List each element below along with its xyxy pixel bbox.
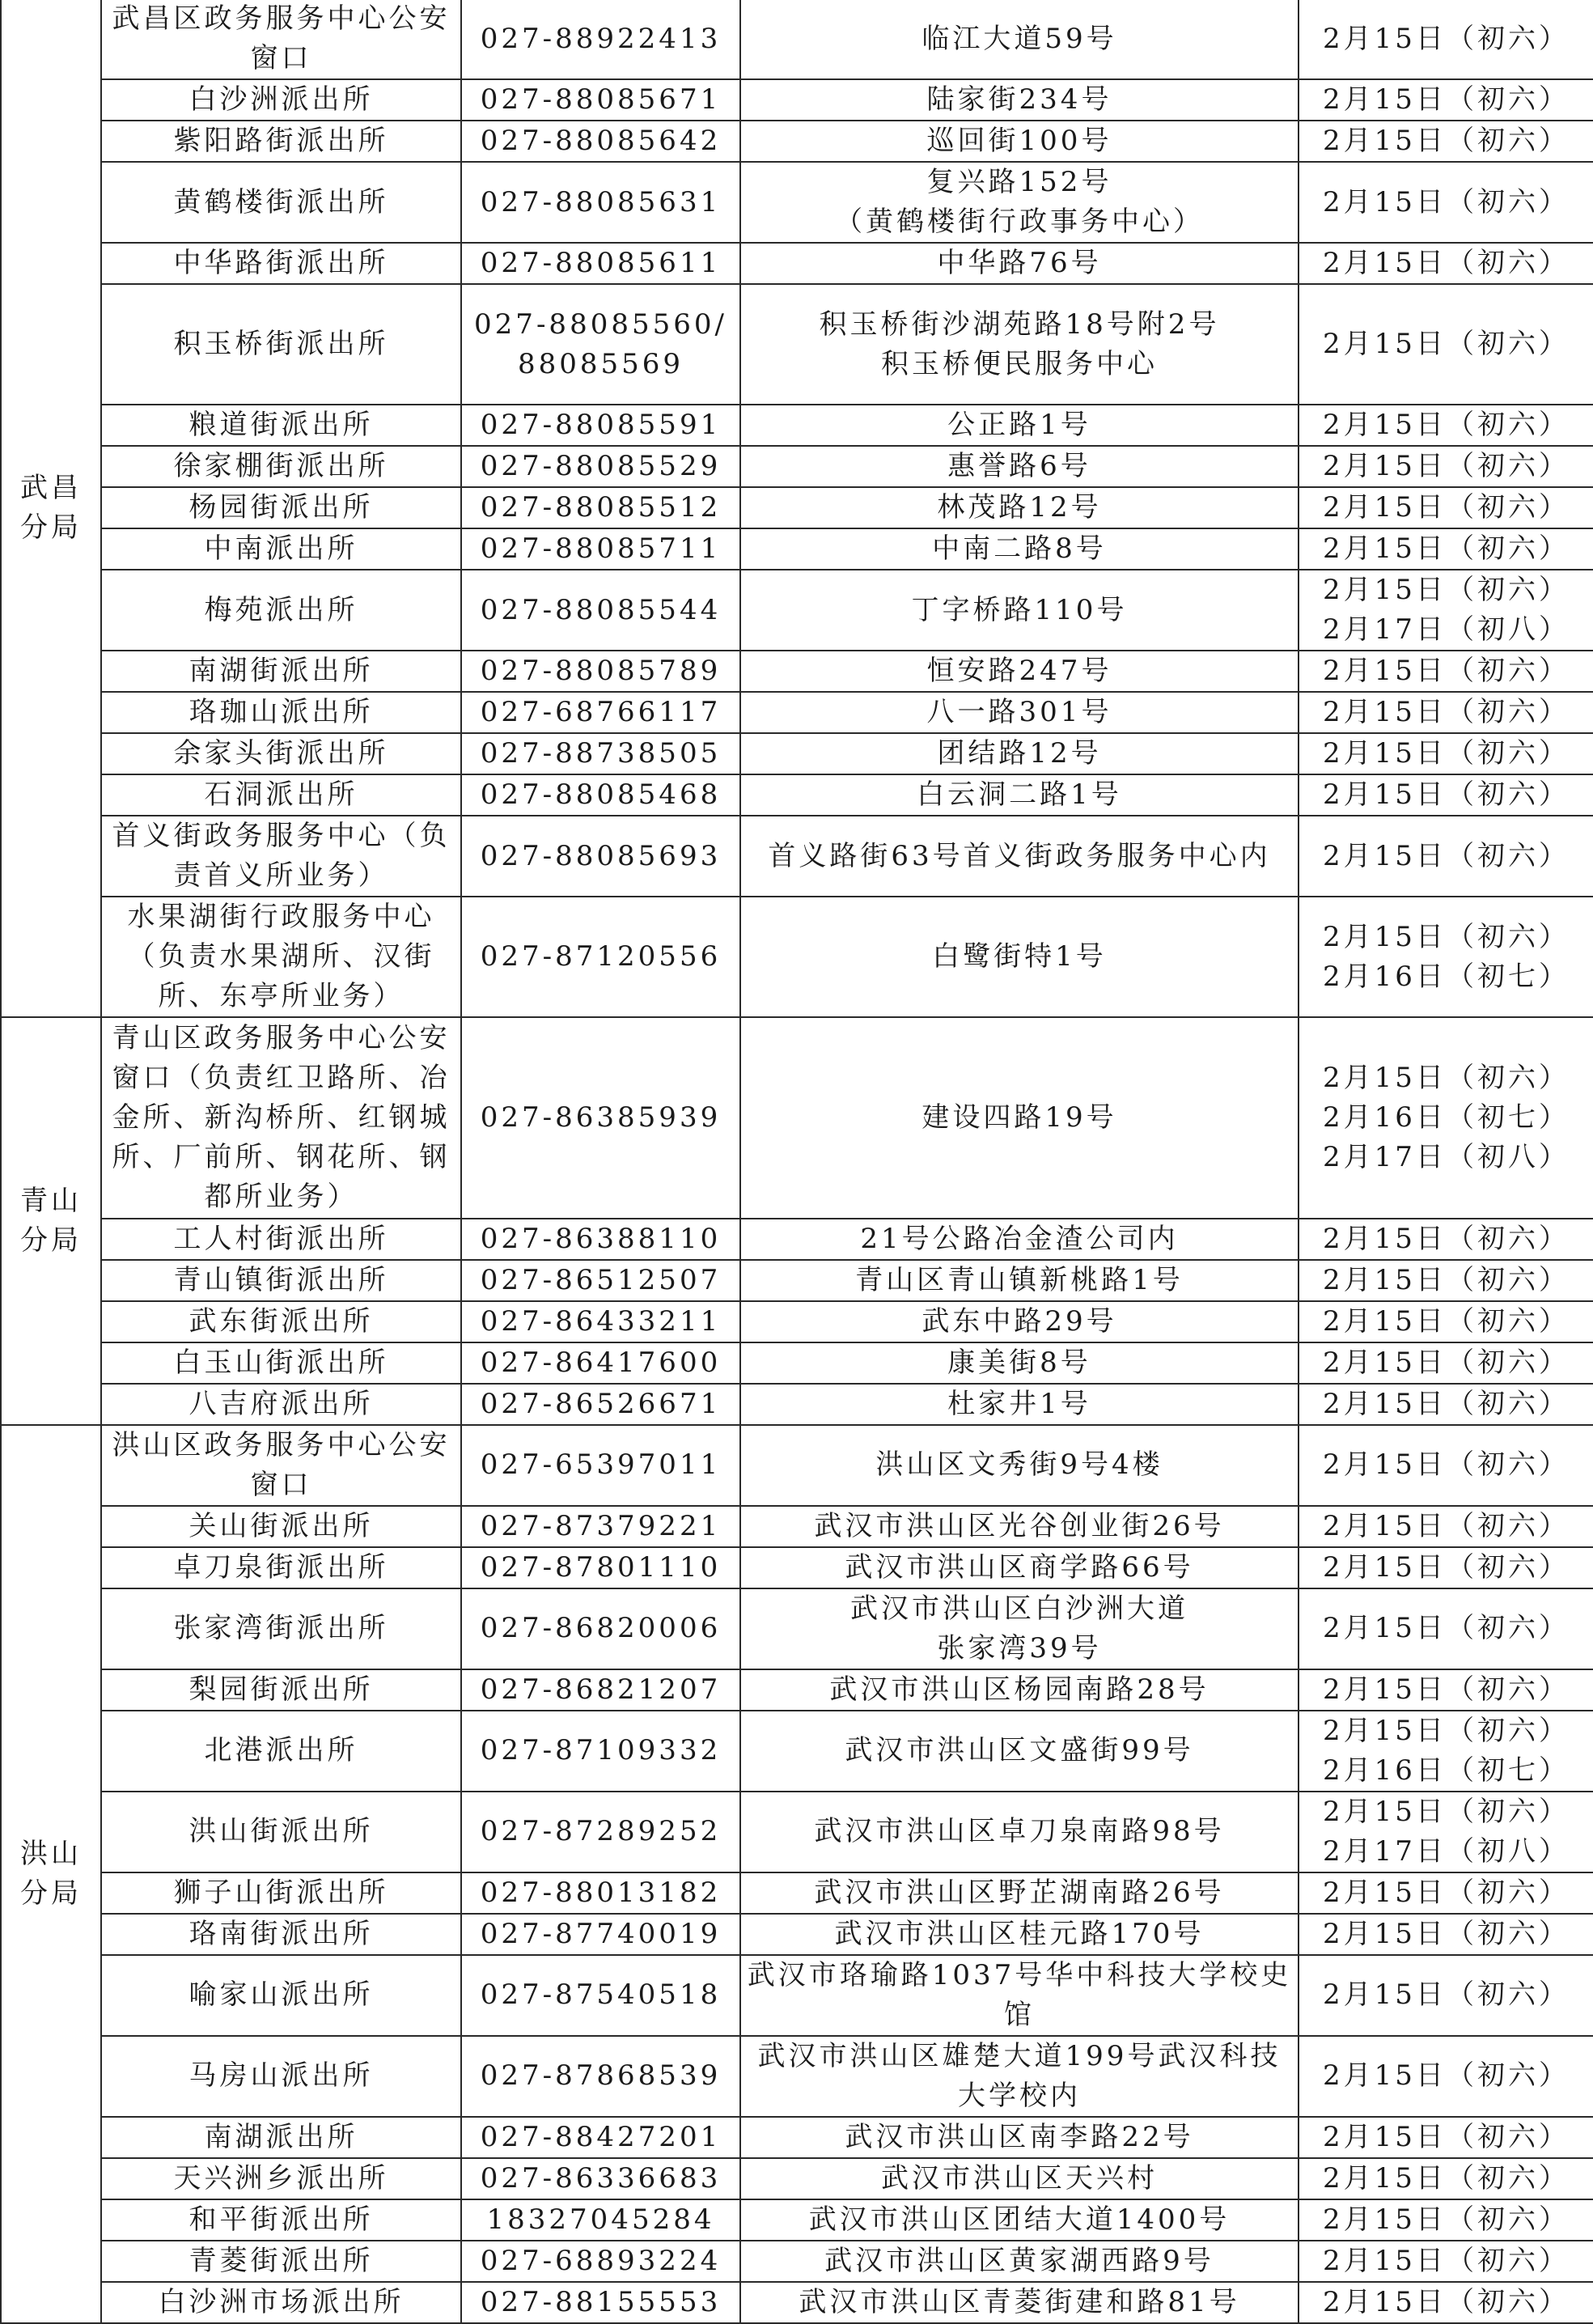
address-cell-line: 武汉市珞瑜路1037号华中科技大学校史馆 [747, 1958, 1292, 2031]
phone-cell: 027-68766117 [461, 692, 740, 733]
address-cell [740, 1506, 1299, 1547]
dates-cell-line: 2月15日（初六） [1323, 185, 1570, 218]
address-cell-line: 武汉市洪山区南李路22号 [845, 2120, 1194, 2153]
office-name-cell: 关山街派出所 [101, 1506, 461, 1547]
office-name-cell: 石洞派出所 [101, 774, 461, 816]
dates-cell [1299, 243, 1593, 284]
dates-cell-line: 2月15日（初六） [1323, 1714, 1570, 1747]
table-row [1, 1711, 1593, 1792]
address-cell-line: 中南二路8号 [932, 532, 1107, 566]
dates-cell-line: 2月15日（初六） [1323, 1612, 1570, 1645]
address-cell-line: 复兴路152号 [926, 166, 1112, 198]
phone-cell: 027-87379221 [461, 1506, 740, 1547]
table-row [1, 2241, 1593, 2282]
phone-cell: 027-87540518 [461, 1955, 740, 2036]
dates-cell-line: 2月15日（初六） [1323, 328, 1570, 361]
dates-cell-line: 2月15日（初六） [1323, 1795, 1570, 1828]
table-row [1, 0, 1593, 79]
office-name-cell: 洪山区政务服务中心公安窗口 [101, 1425, 461, 1506]
dates-cell [1299, 1792, 1593, 1872]
dates-cell [1299, 1588, 1593, 1669]
table-row [1, 1384, 1593, 1425]
address-cell [740, 1017, 1299, 1219]
table-row [1, 651, 1593, 692]
phone-cell: 027-86512507 [461, 1260, 740, 1301]
district-cell: 青山分局 [1, 1017, 101, 1425]
dates-cell-line: 2月15日（初六） [1323, 737, 1570, 770]
phone-cell: 027-88085693 [461, 816, 740, 897]
address-cell [740, 1301, 1299, 1342]
office-name-cell: 武东街派出所 [101, 1301, 461, 1342]
address-cell-line: 恒安路247号 [926, 655, 1112, 688]
dates-cell-line: 2月17日（初八） [1323, 1834, 1570, 1868]
address-cell [740, 2199, 1299, 2241]
table-row [1, 1017, 1593, 1219]
district-cell: 洪山分局 [1, 1425, 101, 2323]
dates-cell-line: 2月15日（初六） [1323, 83, 1570, 116]
phone-cell: 027-86820006 [461, 1588, 740, 1669]
dates-cell-line: 2月15日（初六） [1323, 1978, 1570, 2012]
address-cell [740, 405, 1299, 446]
address-cell-line: 武汉市洪山区文盛街99号 [845, 1734, 1194, 1767]
dates-cell [1299, 1955, 1593, 2036]
dates-cell-line: 2月17日（初八） [1323, 613, 1570, 647]
phone-cell: 027-65397011 [461, 1425, 740, 1506]
phone-cell: 027-88155553 [461, 2282, 740, 2323]
dates-cell [1299, 121, 1593, 162]
table-row [1, 1342, 1593, 1384]
address-cell-line: 八一路301号 [926, 696, 1112, 729]
office-name-cell: 武昌区政务服务中心公安窗口 [101, 0, 461, 79]
dates-cell [1299, 446, 1593, 487]
office-name-cell: 杨园街派出所 [101, 487, 461, 528]
address-cell [740, 1588, 1299, 1669]
address-cell-line: 白鹭街特1号 [932, 940, 1107, 973]
office-name-cell: 八吉府派出所 [101, 1384, 461, 1425]
address-cell [740, 774, 1299, 816]
table-row [1, 733, 1593, 774]
table-row [1, 1588, 1593, 1669]
phone-cell: 027-88085671 [461, 79, 740, 121]
dates-cell-line: 2月15日（初六） [1323, 2161, 1570, 2195]
address-cell [740, 284, 1299, 405]
table-row [1, 1219, 1593, 1260]
address-cell-line: 陆家街234号 [926, 83, 1112, 116]
table-row [1, 284, 1593, 405]
address-cell-line: 武东中路29号 [921, 1304, 1117, 1338]
office-name-cell: 余家头街派出所 [101, 733, 461, 774]
address-cell [740, 2117, 1299, 2158]
address-cell-line: 张家湾39号 [937, 1631, 1102, 1665]
dates-cell [1299, 570, 1593, 651]
address-cell-line: 建设四路19号 [921, 1101, 1117, 1134]
address-cell [740, 816, 1299, 897]
address-cell-line: 武汉市洪山区青菱街建和路81号 [799, 2285, 1240, 2318]
address-cell-line: 武汉市洪山区天兴村 [881, 2161, 1158, 2195]
address-cell [740, 570, 1299, 651]
table-row [1, 487, 1593, 528]
office-name-cell: 紫阳路街派出所 [101, 121, 461, 162]
phone-cell: 027-86526671 [461, 1384, 740, 1425]
dates-cell [1299, 1425, 1593, 1506]
dates-cell-line: 2月15日（初六） [1323, 1509, 1570, 1542]
address-cell-line: 中华路76号 [937, 247, 1102, 279]
dates-cell-line: 2月15日（初六） [1323, 778, 1570, 812]
dates-cell-line: 2月15日（初六） [1323, 1222, 1570, 1255]
address-cell [740, 1547, 1299, 1588]
table-row [1, 2036, 1593, 2117]
address-cell [740, 487, 1299, 528]
office-name-cell: 青山区政务服务中心公安窗口（负责红卫路所、冶金所、新沟桥所、红钢城所、厂前所、钢花所、钢都所业务） [101, 1017, 461, 1219]
address-cell [740, 162, 1299, 243]
dates-cell-line: 2月17日（初八） [1323, 1140, 1570, 1173]
dates-cell [1299, 1260, 1593, 1301]
address-cell [740, 446, 1299, 487]
phone-cell: 027-86336683 [461, 2158, 740, 2199]
dates-cell [1299, 2117, 1593, 2158]
phone-cell: 027-88013182 [461, 1872, 740, 1914]
address-cell [740, 2241, 1299, 2282]
phone-cell: 027-88085560/88085569 [461, 284, 740, 405]
dates-cell-line: 2月16日（初七） [1323, 1754, 1570, 1787]
dates-cell-line: 2月16日（初七） [1323, 960, 1570, 993]
dates-cell [1299, 1301, 1593, 1342]
office-name-cell: 狮子山街派出所 [101, 1872, 461, 1914]
phone-cell: 027-87740019 [461, 1914, 740, 1955]
table-row [1, 816, 1593, 897]
table-row [1, 1955, 1593, 2036]
address-cell [740, 243, 1299, 284]
phone-cell: 027-88085642 [461, 121, 740, 162]
dates-cell-line: 2月15日（初六） [1323, 1304, 1570, 1338]
dates-cell-line: 2月15日（初六） [1323, 655, 1570, 688]
office-name-cell: 白沙洲市场派出所 [101, 2282, 461, 2323]
address-cell-line: 洪山区文秀街9号4楼 [875, 1448, 1163, 1482]
office-name-cell: 徐家棚街派出所 [101, 446, 461, 487]
table-row [1, 1872, 1593, 1914]
office-name-cell: 马房山派出所 [101, 2036, 461, 2117]
dates-cell [1299, 816, 1593, 897]
address-cell-line: （黄鹤楼街行政事务中心） [835, 206, 1204, 238]
address-cell-line: 康美街8号 [947, 1346, 1091, 1379]
dates-cell [1299, 1547, 1593, 1588]
dates-cell-line: 2月15日（初六） [1323, 1550, 1570, 1584]
dates-cell-line: 2月15日（初六） [1323, 839, 1570, 872]
phone-cell: 027-87868539 [461, 2036, 740, 2117]
dates-cell [1299, 1342, 1593, 1384]
dates-cell [1299, 2241, 1593, 2282]
address-cell-line: 积玉桥街沙湖苑路18号附2号 [819, 307, 1220, 341]
address-cell [740, 897, 1299, 1017]
address-cell [740, 1792, 1299, 1872]
dates-cell [1299, 1669, 1593, 1711]
office-name-cell: 白沙洲派出所 [101, 79, 461, 121]
dates-cell [1299, 0, 1593, 79]
address-cell [740, 1872, 1299, 1914]
address-cell [740, 79, 1299, 121]
dates-cell [1299, 2282, 1593, 2323]
address-cell-line: 武汉市洪山区黄家湖西路9号 [824, 2244, 1214, 2277]
dates-cell-line: 2月15日（初六） [1323, 1917, 1570, 1950]
dates-cell [1299, 1017, 1593, 1219]
address-cell-line: 武汉市洪山区桂元路170号 [834, 1917, 1205, 1950]
table-row [1, 1425, 1593, 1506]
table-row [1, 1301, 1593, 1342]
phone-cell: 027-88085789 [461, 651, 740, 692]
office-name-cell: 珞珈山派出所 [101, 692, 461, 733]
dates-cell-line: 2月15日（初六） [1323, 491, 1570, 524]
address-cell [740, 1219, 1299, 1260]
table-row [1, 79, 1593, 121]
table-row [1, 2199, 1593, 2241]
office-name-cell: 水果湖街行政服务中心（负责水果湖所、汉街所、东亭所业务） [101, 897, 461, 1017]
address-cell-line: 白云洞二路1号 [917, 778, 1122, 812]
address-cell [740, 733, 1299, 774]
table-row [1, 121, 1593, 162]
address-cell [740, 1914, 1299, 1955]
dates-cell [1299, 79, 1593, 121]
table-row [1, 528, 1593, 570]
table-row [1, 1914, 1593, 1955]
office-name-cell: 南湖街派出所 [101, 651, 461, 692]
address-cell [740, 1711, 1299, 1792]
district-cell: 武昌分局 [1, 0, 101, 1017]
address-cell [740, 651, 1299, 692]
office-name-cell: 南湖派出所 [101, 2117, 461, 2158]
table-row [1, 1792, 1593, 1872]
dates-cell [1299, 405, 1593, 446]
dates-cell-line: 2月15日（初六） [1323, 1263, 1570, 1296]
office-name-cell: 天兴洲乡派出所 [101, 2158, 461, 2199]
phone-cell: 027-86417600 [461, 1342, 740, 1384]
office-name-cell: 北港派出所 [101, 1711, 461, 1792]
dates-cell [1299, 1914, 1593, 1955]
office-name-cell: 洪山街派出所 [101, 1792, 461, 1872]
dates-cell-line: 2月15日（初六） [1323, 450, 1570, 483]
address-cell-line: 武汉市洪山区商学路66号 [845, 1550, 1194, 1584]
address-cell [740, 2158, 1299, 2199]
dates-cell [1299, 1711, 1593, 1792]
address-cell-line: 武汉市洪山区杨园南路28号 [829, 1673, 1210, 1706]
dates-cell-line: 2月15日（初六） [1323, 1061, 1570, 1094]
dates-cell-line: 2月15日（初六） [1323, 2059, 1570, 2093]
address-cell-line: 临江大道59号 [921, 22, 1117, 55]
phone-cell: 027-86388110 [461, 1219, 740, 1260]
office-name-cell: 卓刀泉街派出所 [101, 1547, 461, 1588]
address-cell-line: 巡回街100号 [926, 125, 1112, 157]
table-row [1, 2158, 1593, 2199]
address-cell [740, 1384, 1299, 1425]
table-row [1, 774, 1593, 816]
table-row [1, 405, 1593, 446]
dates-cell-line: 2月15日（初六） [1323, 1673, 1570, 1706]
dates-cell-line: 2月15日（初六） [1323, 696, 1570, 729]
dates-cell-line: 2月15日（初六） [1323, 2244, 1570, 2277]
phone-cell: 027-87289252 [461, 1792, 740, 1872]
dates-cell [1299, 528, 1593, 570]
office-name-cell: 中华路街派出所 [101, 243, 461, 284]
address-cell-line: 青山区青山镇新桃路1号 [855, 1263, 1184, 1296]
office-name-cell: 梅苑派出所 [101, 570, 461, 651]
address-cell [740, 2282, 1299, 2323]
address-cell-line: 武汉市洪山区雄楚大道199号武汉科技大学校内 [757, 2039, 1282, 2112]
phone-cell: 027-88085468 [461, 774, 740, 816]
dates-cell-line: 2月15日（初六） [1323, 247, 1570, 279]
office-name-cell: 珞南街派出所 [101, 1914, 461, 1955]
dates-cell-line: 2月15日（初六） [1323, 409, 1570, 442]
phone-cell: 027-88085529 [461, 446, 740, 487]
phone-cell: 027-88085591 [461, 405, 740, 446]
phone-cell: 027-88085512 [461, 487, 740, 528]
address-cell [740, 1955, 1299, 2036]
phone-cell: 027-88085631 [461, 162, 740, 243]
phone-cell: 027-87801110 [461, 1547, 740, 1588]
phone-cell: 027-88922413 [461, 0, 740, 79]
table-row [1, 446, 1593, 487]
dates-cell-line: 2月15日（初六） [1323, 532, 1570, 566]
address-cell-line: 武汉市洪山区团结大道1400号 [808, 2203, 1231, 2236]
office-name-cell: 青山镇街派出所 [101, 1260, 461, 1301]
table-row [1, 1547, 1593, 1588]
address-cell-line: 杜家井1号 [947, 1387, 1091, 1420]
address-cell-line: 丁字桥路110号 [911, 593, 1128, 626]
address-cell [740, 121, 1299, 162]
dates-cell [1299, 733, 1593, 774]
dates-cell [1299, 1506, 1593, 1547]
address-cell [740, 1342, 1299, 1384]
phone-cell: 027-87109332 [461, 1711, 740, 1792]
address-cell [740, 1425, 1299, 1506]
table-row [1, 1506, 1593, 1547]
phone-cell: 027-88085611 [461, 243, 740, 284]
address-cell-line: 团结路12号 [937, 737, 1102, 770]
phone-cell: 027-68893224 [461, 2241, 740, 2282]
address-cell-line: 惠誉路6号 [947, 450, 1091, 483]
dates-cell [1299, 2036, 1593, 2117]
phone-cell: 027-88085544 [461, 570, 740, 651]
dates-cell [1299, 1219, 1593, 1260]
office-name-cell: 中南派出所 [101, 528, 461, 570]
address-cell [740, 528, 1299, 570]
dates-cell [1299, 1384, 1593, 1425]
dates-cell-line: 2月15日（初六） [1323, 574, 1570, 607]
office-name-cell: 青菱街派出所 [101, 2241, 461, 2282]
address-cell [740, 1260, 1299, 1301]
address-cell-line: 积玉桥便民服务中心 [881, 347, 1158, 380]
dates-cell [1299, 2158, 1593, 2199]
address-cell [740, 2036, 1299, 2117]
office-name-cell: 积玉桥街派出所 [101, 284, 461, 405]
phone-cell: 027-88427201 [461, 2117, 740, 2158]
address-cell-line: 林茂路12号 [937, 491, 1102, 524]
table-row [1, 897, 1593, 1017]
table-row [1, 1669, 1593, 1711]
table-row [1, 692, 1593, 733]
phone-cell: 027-86385939 [461, 1017, 740, 1219]
phone-cell: 027-88085711 [461, 528, 740, 570]
phone-cell: 027-87120556 [461, 897, 740, 1017]
address-cell-line: 武汉市洪山区卓刀泉南路98号 [814, 1815, 1225, 1848]
table-row [1, 2282, 1593, 2323]
dates-cell [1299, 897, 1593, 1017]
dates-cell [1299, 2199, 1593, 2241]
office-name-cell: 梨园街派出所 [101, 1669, 461, 1711]
address-cell [740, 692, 1299, 733]
dates-cell-line: 2月15日（初六） [1323, 22, 1570, 55]
dates-cell [1299, 1872, 1593, 1914]
address-cell-line: 21号公路冶金渣公司内 [860, 1222, 1179, 1255]
phone-cell: 027-86821207 [461, 1669, 740, 1711]
office-name-cell: 首义街政务服务中心（负责首义所业务） [101, 816, 461, 897]
office-name-cell: 和平街派出所 [101, 2199, 461, 2241]
dates-cell-line: 2月15日（初六） [1323, 2120, 1570, 2153]
address-cell-line: 武汉市洪山区野芷湖南路26号 [814, 1876, 1225, 1909]
office-name-cell: 黄鹤楼街派出所 [101, 162, 461, 243]
dates-cell-line: 2月15日（初六） [1323, 2203, 1570, 2236]
table-row [1, 2117, 1593, 2158]
dates-cell-line: 2月15日（初六） [1323, 1346, 1570, 1379]
dates-cell-line: 2月16日（初七） [1323, 1101, 1570, 1134]
dates-cell-line: 2月15日（初六） [1323, 1448, 1570, 1482]
address-cell-line: 武汉市洪山区光谷创业街26号 [814, 1509, 1225, 1542]
dates-cell [1299, 284, 1593, 405]
dates-cell-line: 2月15日（初六） [1323, 2285, 1570, 2318]
address-cell-line: 公正路1号 [947, 409, 1091, 442]
phone-cell: 18327045284 [461, 2199, 740, 2241]
dates-cell [1299, 162, 1593, 243]
dates-cell-line: 2月15日（初六） [1323, 1876, 1570, 1909]
dates-cell-line: 2月15日（初六） [1323, 125, 1570, 157]
table-row [1, 162, 1593, 243]
address-cell-line: 首义路街63号首义街政务服务中心内 [768, 839, 1271, 872]
phone-cell: 027-86433211 [461, 1301, 740, 1342]
address-cell-line: 武汉市洪山区白沙洲大道 [850, 1592, 1188, 1625]
dates-cell [1299, 774, 1593, 816]
address-cell [740, 0, 1299, 79]
office-name-cell: 工人村街派出所 [101, 1219, 461, 1260]
table-row [1, 1260, 1593, 1301]
phone-cell: 027-88738505 [461, 733, 740, 774]
dates-cell-line: 2月15日（初六） [1323, 920, 1570, 953]
table-row [1, 570, 1593, 651]
dates-cell [1299, 692, 1593, 733]
office-name-cell: 粮道街派出所 [101, 405, 461, 446]
table-row [1, 243, 1593, 284]
office-name-cell: 白玉山街派出所 [101, 1342, 461, 1384]
office-name-cell: 张家湾街派出所 [101, 1588, 461, 1669]
office-name-cell: 喻家山派出所 [101, 1955, 461, 2036]
dates-cell-line: 2月15日（初六） [1323, 1387, 1570, 1420]
address-cell [740, 1669, 1299, 1711]
dates-cell [1299, 651, 1593, 692]
dates-cell [1299, 487, 1593, 528]
